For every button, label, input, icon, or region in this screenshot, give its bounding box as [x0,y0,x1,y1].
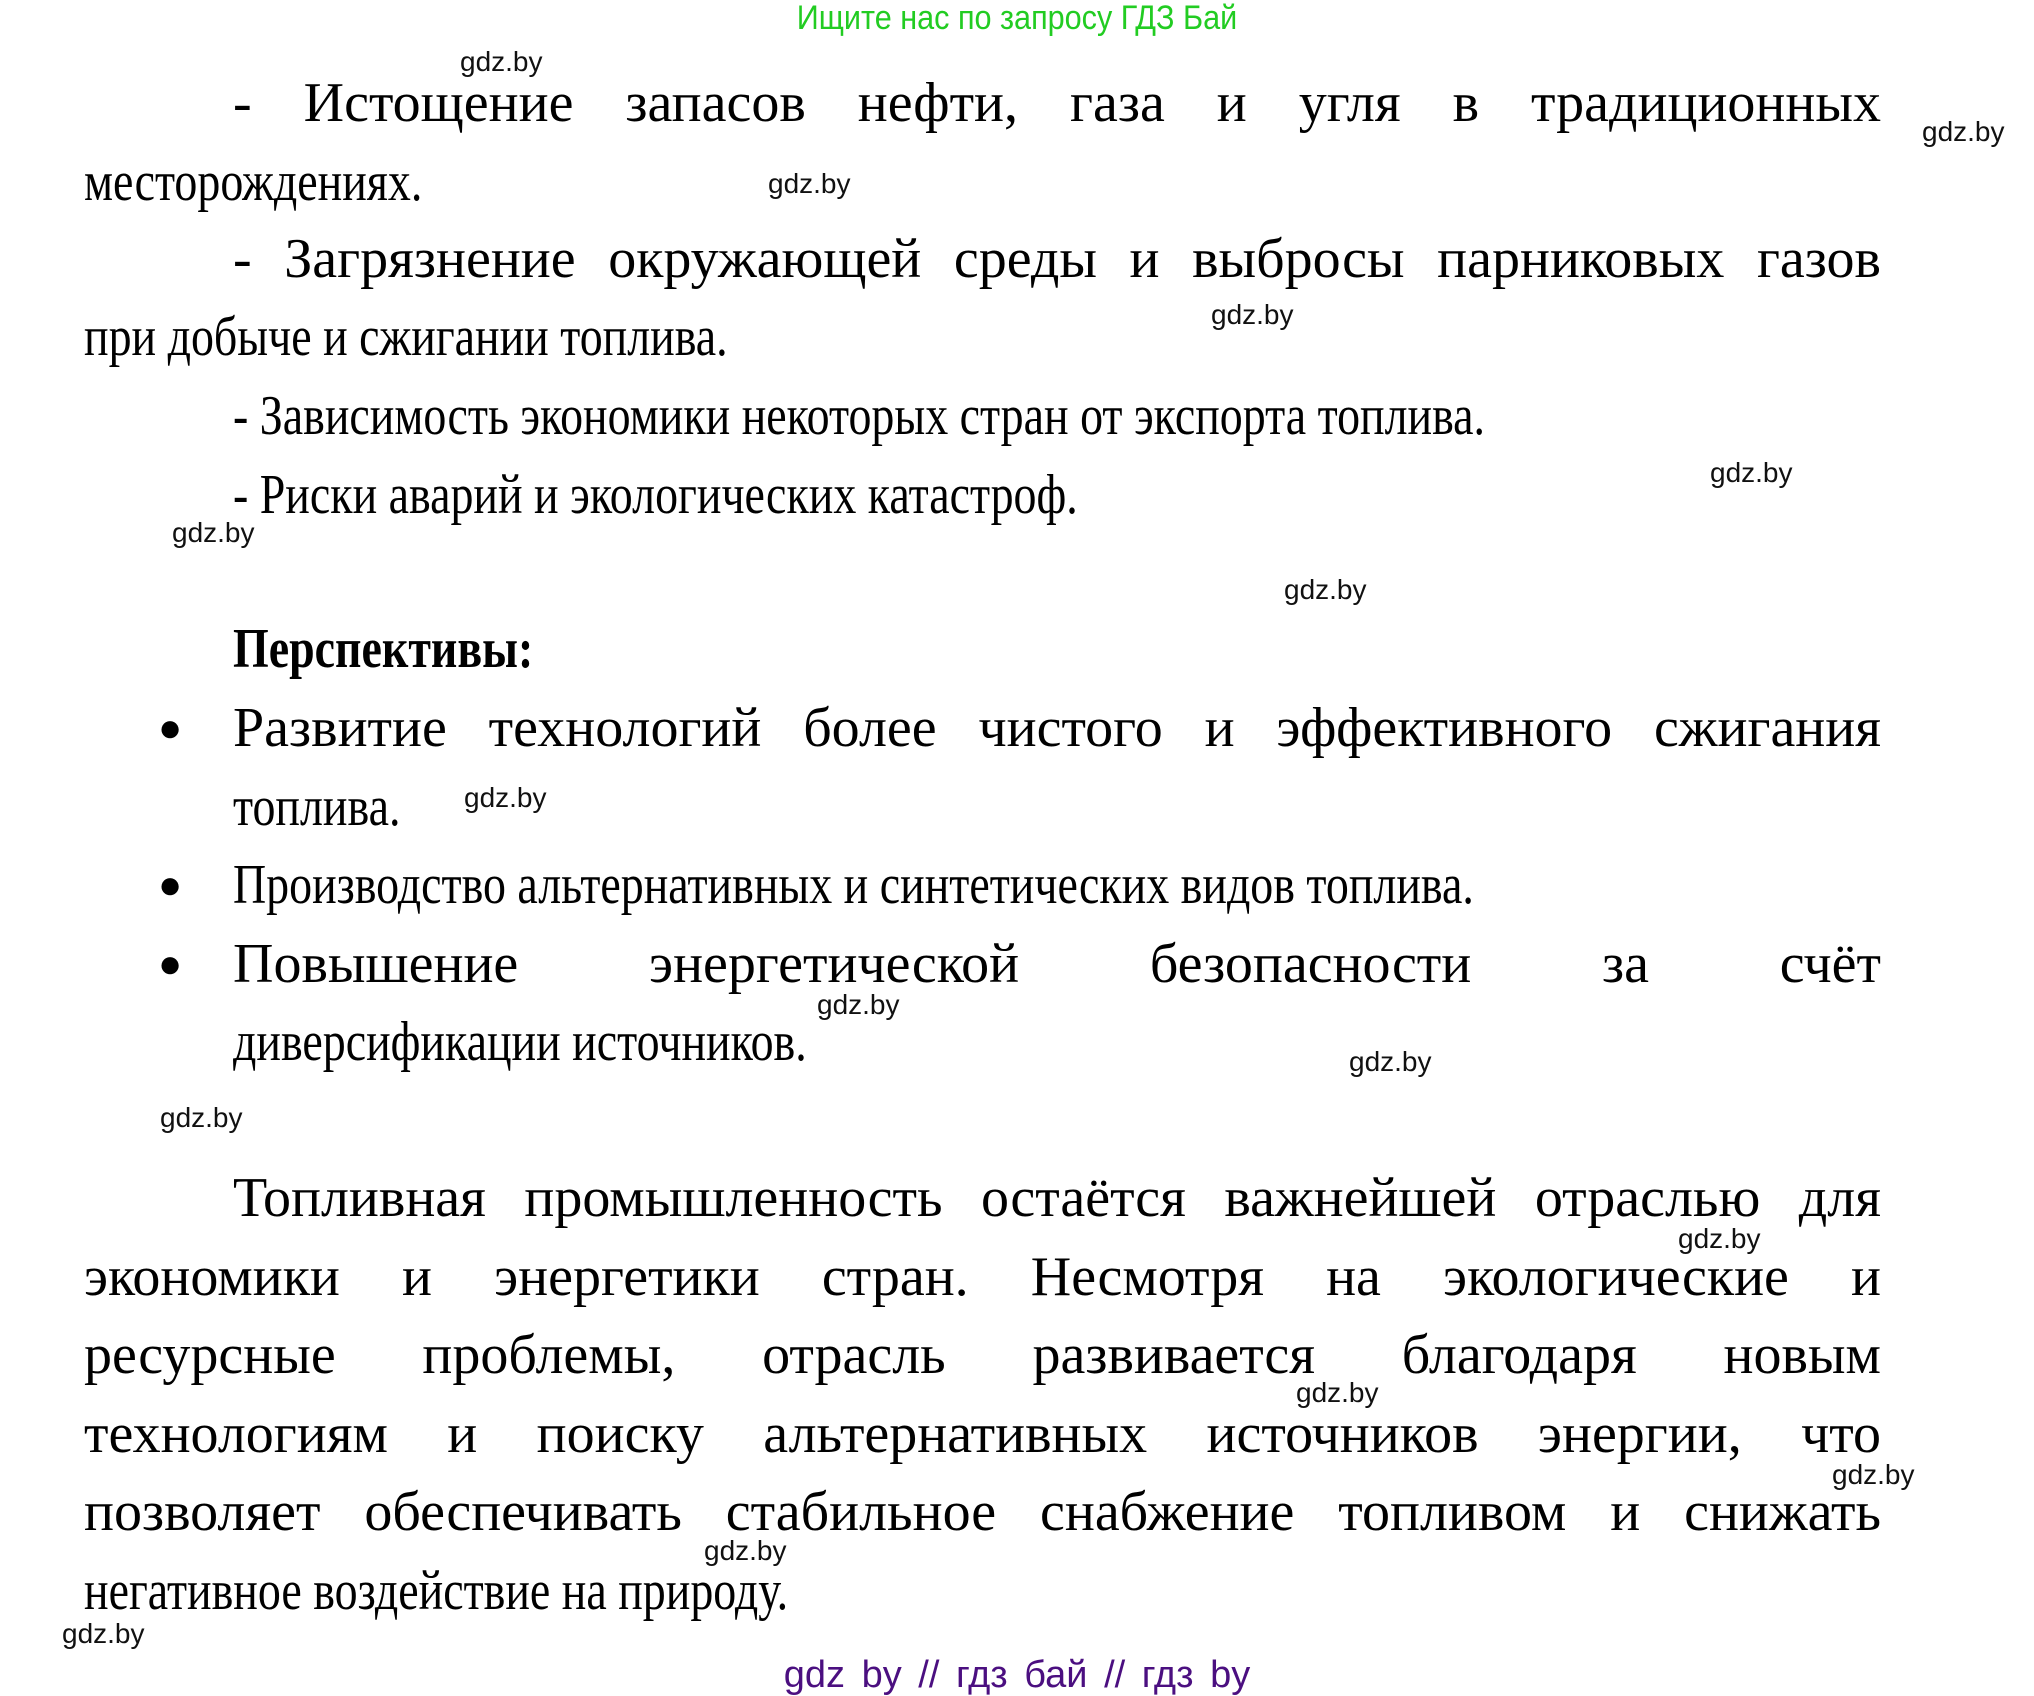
watermark: gdz.by [1211,299,1294,330]
watermark: gdz.by [1296,1377,1379,1408]
section-heading: Перспективы: [233,618,534,680]
watermark: gdz.by [1349,1046,1432,1077]
paragraph-line: экономики и энергетики стран. Несмотря на экологические и [84,1246,1881,1308]
list-item: Развитие технологий более чистого и эффективного сжигания [233,697,1881,759]
watermark: gdz.by [1710,457,1793,488]
bullet-icon: ● [158,941,183,986]
paragraph-line: позволяет обеспечивать стабильное снабжение топливом и снижать [84,1481,1881,1543]
footer-links: gdz by // гдз бай // гдз by [783,1654,1251,1696]
paragraph-line: технологиям и поиску альтернативных источников энергии, что [84,1403,1881,1465]
paragraph-line: негативное воздействие на природу. [84,1560,789,1622]
watermark: gdz.by [464,782,547,813]
paragraph-line: ресурсные проблемы, отрасль развивается благодаря новым [84,1324,1881,1386]
list-item-continued: топлива. [233,776,401,838]
watermark: gdz.by [62,1618,145,1649]
problem-line: при добыче и сжигании топлива. [84,306,728,368]
watermark: gdz.by [704,1535,787,1566]
bullet-icon: ● [158,862,183,907]
list-item: Производство альтернативных и синтетических видов топлива. [233,854,1474,916]
watermark: gdz.by [1832,1459,1915,1490]
problem-line: - Загрязнение окружающей среды и выбросы парниковых газов [233,228,1881,290]
watermark: gdz.by [1678,1223,1761,1254]
problem-line: - Истощение запасов нефти, газа и угля в традиционных [233,72,1881,134]
watermark: gdz.by [1922,116,2005,147]
problem-line: - Зависимость экономики некоторых стран от экспорта топлива. [233,385,1486,447]
watermark: gdz.by [160,1102,243,1133]
watermark: gdz.by [172,517,255,548]
list-item: Повышение энергетической безопасности за счёт [233,933,1881,995]
list-item-continued: диверсификации источников. [233,1011,807,1073]
watermark: gdz.by [817,989,900,1020]
problem-line: - Риски аварий и экологических катастроф. [233,464,1078,526]
search-banner: Ищите нас по запросу ГДЗ Бай [796,0,1238,37]
problem-line: месторождениях. [84,151,423,213]
watermark: gdz.by [768,168,851,199]
paragraph-line: Топливная промышленность остаётся важнейшей отраслью для [233,1167,1881,1229]
bullet-icon: ● [158,705,183,750]
watermark: gdz.by [460,46,543,77]
watermark: gdz.by [1284,574,1367,605]
